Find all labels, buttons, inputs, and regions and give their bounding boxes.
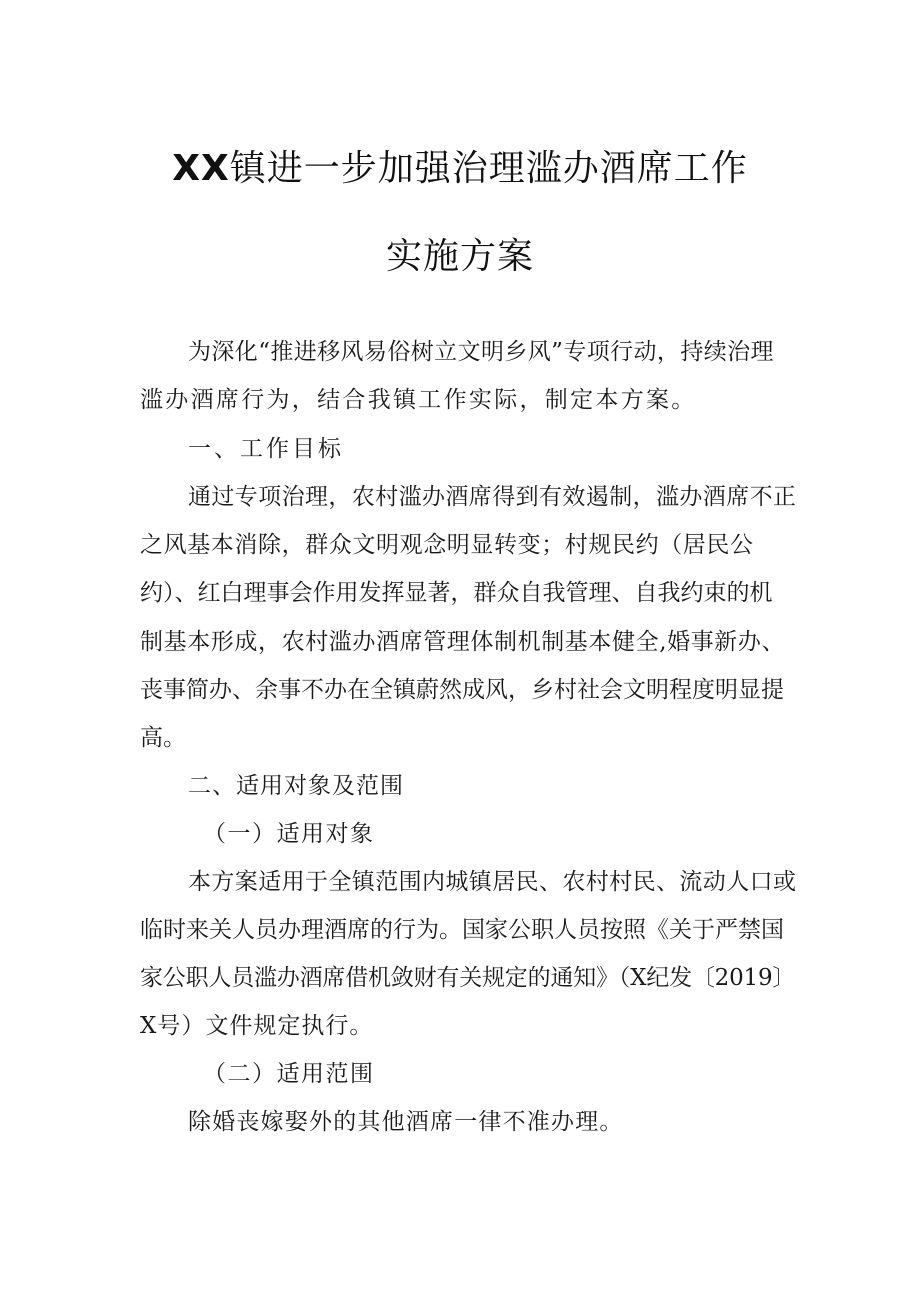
paragraph-line: 通过专项治理，农村滥办酒席得到有效遏制，滥办酒席不正 — [188, 484, 797, 510]
intro-line: 为深化“推进移风易俗树立文明乡风”专项行动，持续治理 — [188, 339, 774, 365]
paragraph-line: 本方案适用于全镇范围内城镇居民、农村村民、流动人口或 — [188, 869, 797, 895]
document-title-line1 — [0, 140, 920, 191]
paragraph-line: 约）、红白理事会作用发挥显著，群众自我管理、自我约束的机 — [140, 580, 773, 606]
section-heading: 一、工作目标 — [188, 436, 344, 462]
paragraph-line: 之风基本消除，群众文明观念明显转变；村规民约（居民公 — [140, 532, 754, 558]
paragraph-line: 除婚丧嫁娶外的其他酒席一律不准办理。 — [188, 1109, 624, 1135]
title-line1-text: 镇进一步加强治理滥办酒席工作 — [229, 148, 748, 189]
paragraph-line: 制基本形成，农村滥办酒席管理体制机制基本健全,婚事新办、 — [140, 629, 786, 655]
paragraph-line: 高。 — [140, 725, 186, 751]
paragraph-line: 丧事简办、余事不办在全镇蔚然成风，乡村社会文明程度明显提 — [140, 677, 784, 703]
subsection-heading: （一）适用对象 — [203, 821, 375, 847]
paragraph-line: X号）文件规定执行。 — [140, 1013, 374, 1039]
paragraph-line: 临时来关人员办理酒席的行为。国家公职人员按照《关于严禁国 — [140, 917, 784, 943]
title-prefix: XX — [172, 148, 230, 189]
section-heading: 二、适用对象及范围 — [188, 773, 404, 799]
document-title-line2: 实施方案 — [385, 236, 534, 277]
subsection-heading: （二）适用范围 — [203, 1061, 375, 1087]
paragraph-line: 家公职人员滥办酒席借机敛财有关规定的通知》（X纪发〔2019〕 — [140, 965, 796, 991]
intro-line: 滥办酒席行为，结合我镇工作实际，制定本方案。 — [140, 387, 697, 413]
